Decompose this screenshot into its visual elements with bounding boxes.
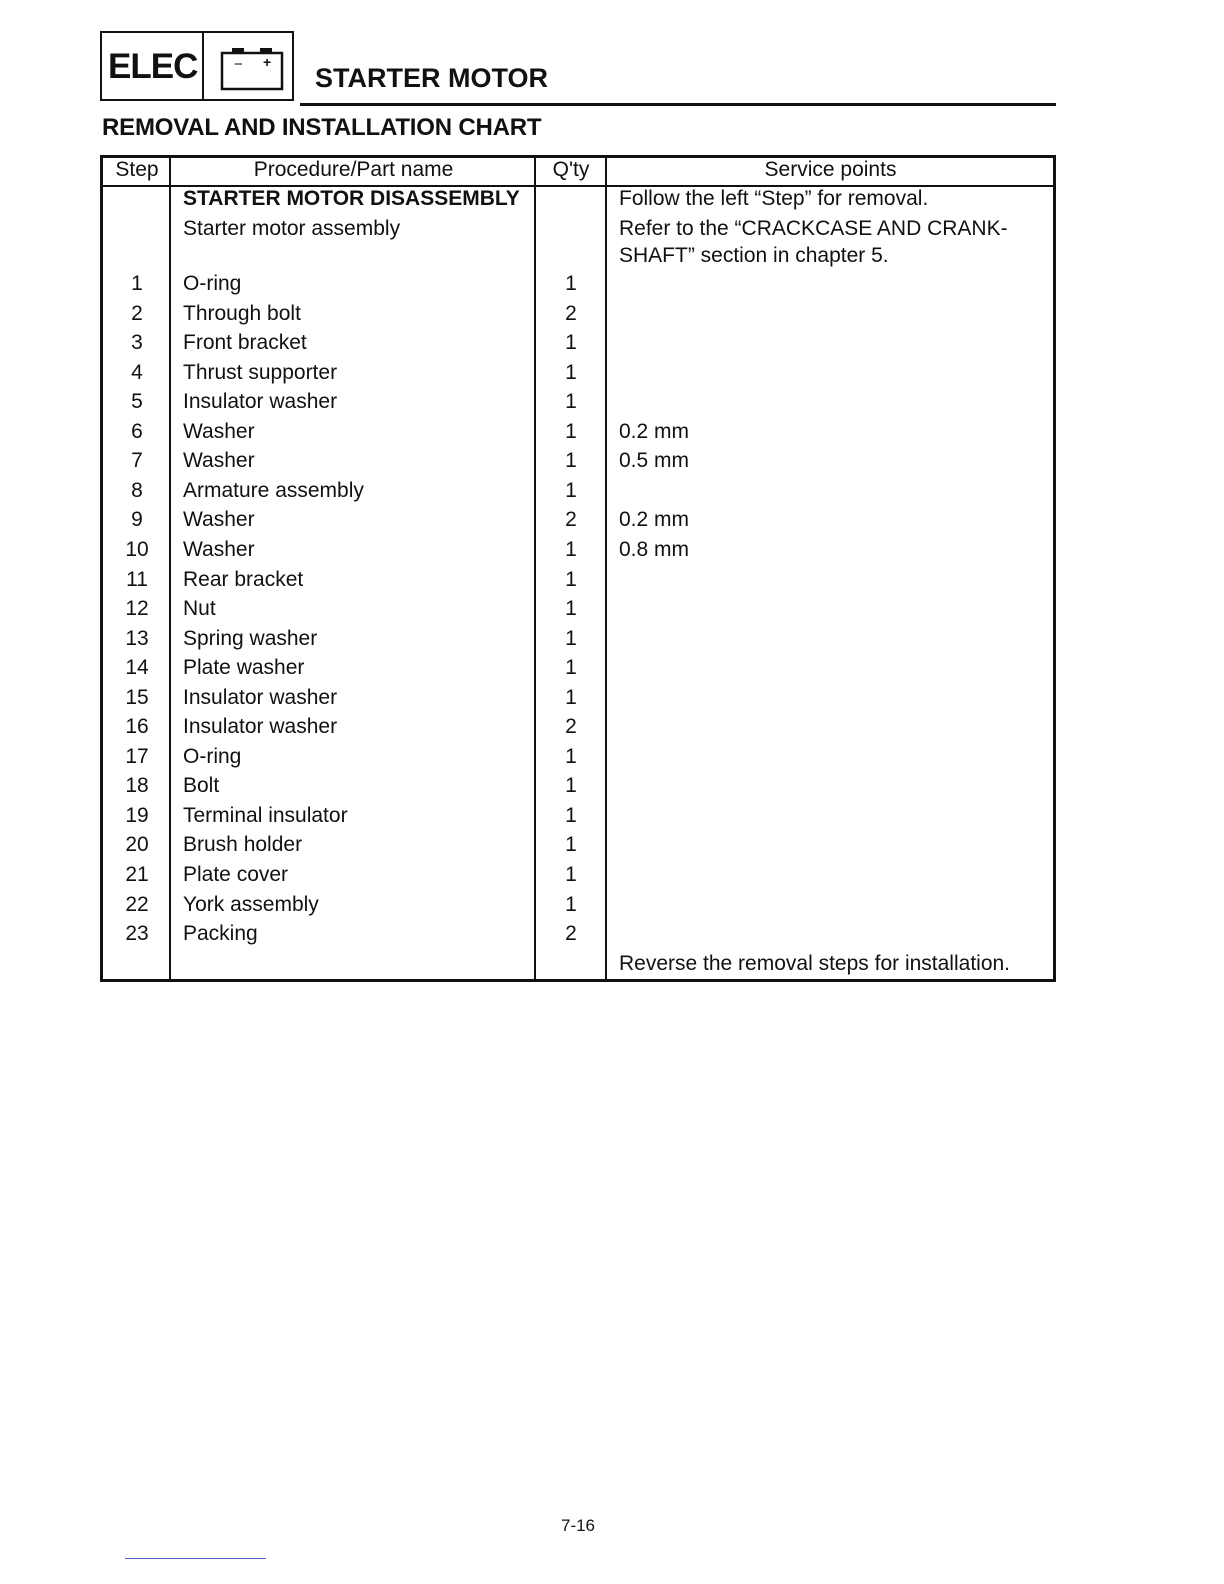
row-qty: 1	[565, 479, 577, 502]
service-note: SHAFT” section in chapter 5.	[619, 244, 889, 267]
row-step: 12	[125, 597, 149, 620]
header-rule	[300, 103, 1056, 106]
row-service-point: 0.2 mm	[619, 420, 690, 443]
row-part-name: Plate cover	[183, 863, 289, 886]
row-qty: 1	[565, 390, 577, 413]
row-step: 13	[125, 627, 149, 650]
row-part-name: Bolt	[183, 774, 220, 797]
row-qty: 1	[565, 272, 577, 295]
row-qty: 1	[565, 331, 577, 354]
row-step: 19	[125, 804, 149, 827]
row-qty: 2	[565, 715, 577, 738]
page-number: 7-16	[560, 1516, 596, 1535]
row-part-name: Packing	[183, 922, 258, 945]
row-step: 18	[125, 774, 149, 797]
row-part-name: Brush holder	[183, 833, 303, 856]
footer-line	[125, 1558, 266, 1559]
row-step: 5	[131, 390, 143, 413]
row-part-name: Insulator washer	[183, 686, 338, 709]
row-part-name: Insulator washer	[183, 715, 338, 738]
row-qty: 2	[565, 508, 577, 531]
row-step: 16	[125, 715, 149, 738]
row-part-name: York assembly	[183, 893, 319, 916]
row-step: 2	[131, 302, 143, 325]
row-step: 1	[131, 272, 143, 295]
row-step: 11	[126, 568, 148, 591]
row-part-name: Washer	[183, 420, 255, 443]
row-qty: 1	[565, 568, 577, 591]
row-part-name: Spring washer	[183, 627, 318, 650]
procedure-heading: STARTER MOTOR DISASSEMBLY	[183, 187, 520, 210]
row-qty: 1	[565, 420, 577, 443]
row-part-name: Nut	[183, 597, 216, 620]
row-step: 8	[131, 479, 143, 502]
battery-plus-sign: +	[263, 54, 272, 70]
row-qty: 1	[565, 833, 577, 856]
row-step: 23	[125, 922, 149, 945]
row-step: 6	[131, 420, 143, 443]
row-qty: 1	[565, 804, 577, 827]
service-note: Refer to the “CRACKCASE AND CRANK-	[619, 217, 1008, 240]
procedure-item: Starter motor assembly	[183, 217, 401, 240]
row-service-point: 0.2 mm	[619, 508, 690, 531]
row-qty: 1	[565, 893, 577, 916]
row-part-name: Washer	[183, 538, 255, 561]
row-part-name: Plate washer	[183, 656, 305, 679]
row-qty: 1	[565, 656, 577, 679]
row-part-name: Through bolt	[183, 302, 301, 325]
row-qty: 2	[565, 922, 577, 945]
row-part-name: O-ring	[183, 745, 242, 768]
row-qty: 1	[565, 627, 577, 650]
row-step: 4	[131, 361, 143, 384]
row-qty: 1	[565, 774, 577, 797]
row-step: 3	[131, 331, 143, 354]
row-step: 22	[125, 893, 149, 916]
header-service: Service points	[764, 158, 897, 181]
installation-note: Reverse the removal steps for installation.	[619, 952, 1011, 975]
row-step: 15	[125, 686, 149, 709]
battery-icon	[212, 41, 286, 93]
elec-label: ELEC	[108, 47, 198, 86]
row-step: 7	[131, 449, 143, 472]
header-procedure: Procedure/Part name	[253, 158, 454, 181]
row-qty: 1	[565, 863, 577, 886]
row-part-name: Insulator washer	[183, 390, 338, 413]
row-step: 9	[131, 508, 143, 531]
row-qty: 1	[565, 361, 577, 384]
row-step: 17	[125, 745, 149, 768]
row-service-point: 0.8 mm	[619, 538, 690, 561]
row-step: 21	[125, 863, 149, 886]
row-part-name: Thrust supporter	[183, 361, 338, 384]
header-qty: Q'ty	[552, 158, 590, 181]
row-qty: 2	[565, 302, 577, 325]
row-part-name: Terminal insulator	[183, 804, 348, 827]
row-service-point: 0.5 mm	[619, 449, 690, 472]
row-part-name: O-ring	[183, 272, 242, 295]
badge-divider	[202, 33, 204, 99]
row-part-name: Rear bracket	[183, 568, 304, 591]
page-title: STARTER MOTOR	[315, 63, 548, 93]
row-part-name: Armature assembly	[183, 479, 364, 502]
row-qty: 1	[565, 538, 577, 561]
row-step: 14	[125, 656, 149, 679]
row-qty: 1	[565, 597, 577, 620]
row-qty: 1	[565, 449, 577, 472]
row-step: 20	[125, 833, 149, 856]
row-qty: 1	[565, 686, 577, 709]
row-part-name: Washer	[183, 449, 255, 472]
row-part-name: Front bracket	[183, 331, 307, 354]
battery-minus-sign: −	[234, 56, 243, 73]
service-note: Follow the left “Step” for removal.	[619, 187, 929, 210]
chart-title: REMOVAL AND INSTALLATION CHART	[102, 114, 542, 141]
header-step: Step	[115, 158, 159, 181]
row-qty: 1	[565, 745, 577, 768]
elec-badge	[100, 31, 294, 101]
row-step: 10	[125, 538, 149, 561]
row-part-name: Washer	[183, 508, 255, 531]
